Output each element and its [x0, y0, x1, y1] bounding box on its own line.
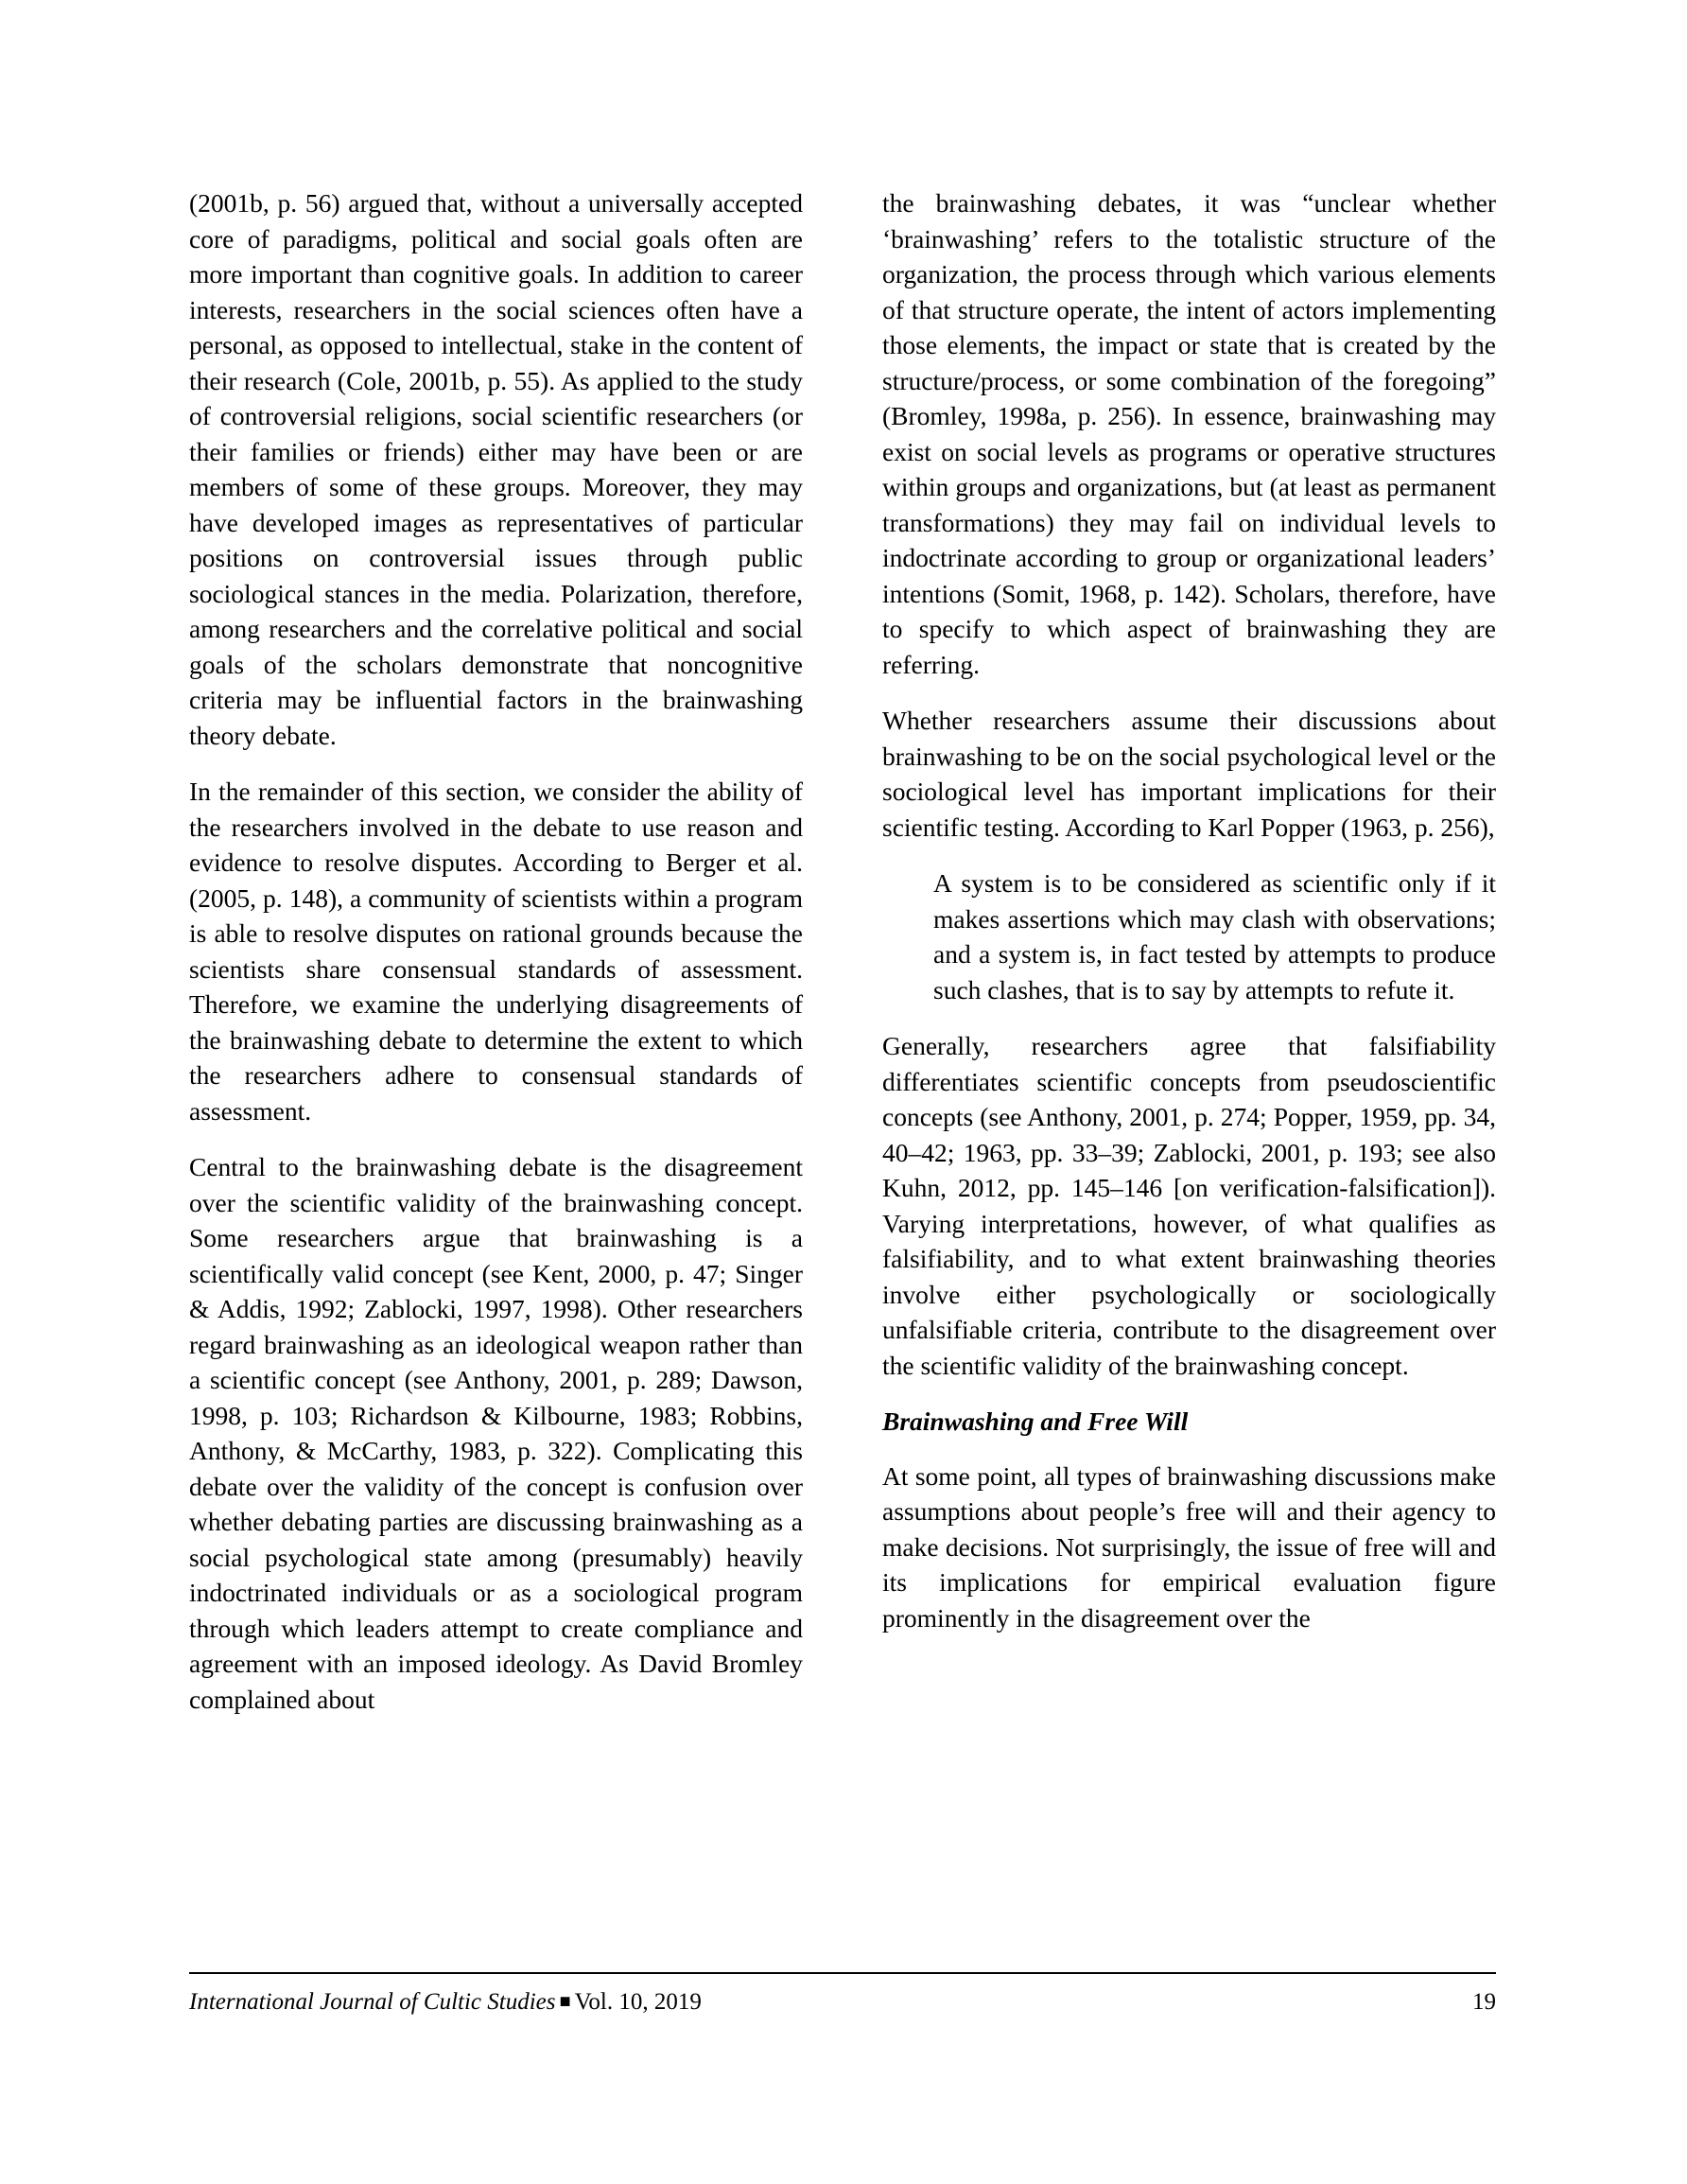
volume-year: Vol. 10, 2019: [574, 1989, 702, 2015]
page-footer: [189, 1986, 1496, 2018]
left-column: [189, 185, 803, 1717]
paragraph: the brainwashing debates, it was “unclear whether ‘brainwashing’ refers to the totalistic structure of the organization, the process through which various elements of that structure operate, the intent of actors implementing those elements, the impact or state that is created by the structure/process, or some combination of the foregoing” (Bromley, 1998a, p. 256). In essence, brainwashing may exist on social levels as programs or operative structures within groups and organizations, but (at least as permanent transformations) they may fail on individual levels to indoctrinate according to group or organizational leaders’ intentions (Somit, 1968, p. 142). Scholars, therefore, have to specify to which aspect of brainwashing they are referring.: [882, 188, 1496, 679]
footer-divider: [189, 1972, 1496, 1974]
block-quotation: [882, 865, 1496, 1007]
paragraph: In the remainder of this section, we consider the ability of the researchers involved in the debate to use reason and evidence to resolve disputes. According to Berger et al. (2005, p. 148), a community of scientists within a program is able to resolve disputes on rational grounds because the scientists share consensual standards of assessment. Therefore, we examine the underlying disagreements of the brainwashing debate to determine the extent to which the researchers adhere to consensual standards of assessment.: [189, 777, 803, 1126]
page-number: 19: [1472, 1989, 1496, 2015]
paragraph: (2001b, p. 56) argued that, without a universally accepted core of paradigms, political and social goals often are more important than cognitive goals. In addition to career interests, researchers in the social sciences often have a personal, as opposed to intellectual, stake in the content of their research (Cole, 2001b, p. 55). As applied to the study of controversial religions, social scientific researchers (or their families or friends) either may have been or are members of some of these groups. Moreover, they may have developed images as representatives of particular positions on controversial issues through public sociological stances in the media. Polarization, therefore, among researchers and the correlative political and social goals of the scholars demonstrate that noncognitive criteria may be influential factors in the brainwashing theory debate.: [189, 188, 803, 750]
section-subheading: Brainwashing and Free Will: [882, 1406, 1189, 1436]
paragraph: Whether researchers assume their discussions about brainwashing to be on the social psychological level or the sociological level has important implications for their scientific testing. According to Karl Popper (1963, p. 256),: [882, 706, 1496, 842]
journal-title: International Journal of Cultic Studies: [189, 1989, 556, 2015]
two-column-body: [189, 185, 1496, 1717]
square-bullet-icon: ■: [559, 1991, 571, 2012]
paragraph: At some point, all types of brainwashing discussions make assumptions about people’s free will and their agency to make decisions. Not surprisingly, the issue of free will and its implications for empirical evaluation figure prominently in the disagreement over the: [882, 1460, 1496, 1633]
footer-journal-info: [189, 1986, 702, 2018]
block-quotation-text: A system is to be considered as scientific only if it makes assertions which may clash with observations; and a system is, in fact tested by attempts to produce such clashes, that is to say by attempts to refute it.: [933, 868, 1496, 1005]
paragraph: Central to the brainwashing debate is the disagreement over the scientific validity of the brainwashing concept. Some researchers argue that brainwashing is a scientifically valid concept (see Kent, 2000, p. 47; Singer & Addis, 1992; Zablocki, 1997, 1998). Other researchers regard brainwashing as an ideological weapon rather than a scientific concept (see Anthony, 2001, p. 289; Dawson, 1998, p. 103; Richardson & Kilbourne, 1983; Robbins, Anthony, & McCarthy, 1983, p. 322). Complicating this debate over the validity of the concept is confusion over whether debating parties are discussing brainwashing as a social psychological state among (presumably) heavily indoctrinated individuals or as a sociological program through which leaders attempt to create compliance and agreement with an imposed ideology. As David Bromley complained about: [189, 1152, 803, 1714]
right-column: [882, 185, 1496, 1717]
paragraph: Generally, researchers agree that falsifiability differentiates scientific concepts from pseudoscientific concepts (see Anthony, 2001, p. 274; Popper, 1959, pp. 34, 40–42; 1963, pp. 33–39; Zablocki, 2001, p. 193; see also Kuhn, 2012, pp. 145–146 [on verification-falsification]). Varying interpretations, however, of what qualifies as falsifiability, and to what extent brainwashing theories involve either psychologically or sociologically unfalsifiable criteria, contribute to the disagreement over the scientific validity of the brainwashing concept.: [882, 1031, 1496, 1380]
